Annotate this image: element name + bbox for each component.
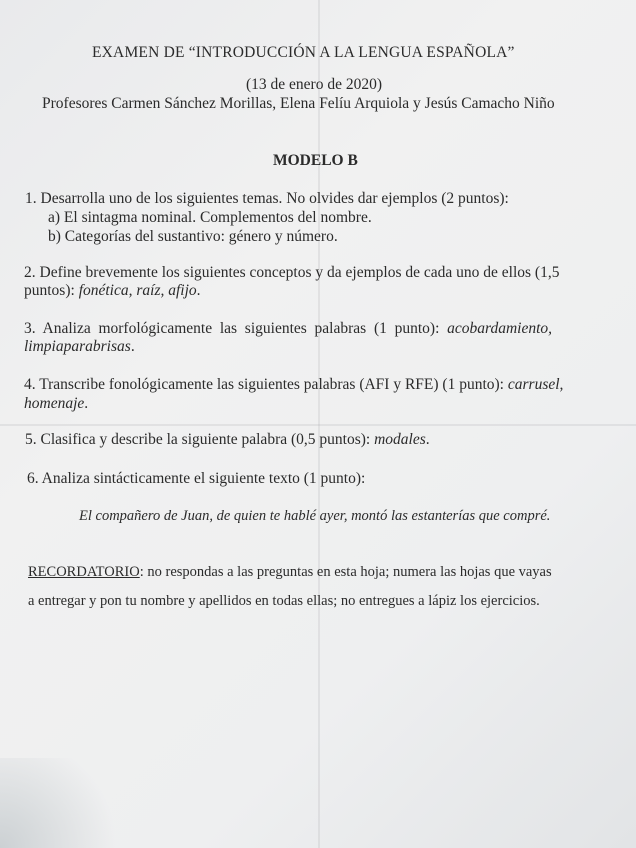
question-4-text: 4. Transcribe fonológicamente las siguientes palabras (AFI y RFE) (1 punto): xyxy=(24,376,508,393)
question-5-text: 5. Clasifica y describe la siguiente palabra (0,5 puntos): xyxy=(25,431,375,448)
professors-line: Profesores Carmen Sánchez Morillas, Elena Felíu Arquiola y Jesús Camacho Niño xyxy=(42,95,555,112)
question-2-line-2 xyxy=(24,282,201,300)
question-4-line-1 xyxy=(24,376,563,394)
question-3-word-2: limpiaparabrisas xyxy=(24,338,131,355)
question-4-word-2: homenaje xyxy=(24,395,85,412)
question-4-period: . xyxy=(84,395,89,412)
question-2-points: puntos): xyxy=(24,282,79,299)
reminder-line-2: a entregar y pon tu nombre y apellidos en todas ellas; no entregues a lápiz los ejercicios. xyxy=(28,593,540,609)
question-1-option-a: a) El sintagma nominal. Complementos del nombre. xyxy=(48,209,372,226)
question-2-period: . xyxy=(196,282,201,299)
question-6: 6. Analiza sintácticamente el siguiente texto (1 punto): xyxy=(27,470,366,487)
corner-shadow xyxy=(0,758,140,848)
exam-date: (13 de enero de 2020) xyxy=(246,76,383,93)
question-3-period: . xyxy=(130,338,135,355)
question-5-word: modales xyxy=(374,431,426,448)
question-2-terms: fonética, raíz, afijo xyxy=(78,282,197,299)
question-1: 1. Desarrolla uno de los siguientes temas. No olvides dar ejemplos (2 puntos): xyxy=(25,190,509,207)
question-3-line-1 xyxy=(24,320,552,338)
question-4-word-1: carrusel, xyxy=(507,376,564,393)
question-4-line-2 xyxy=(24,395,88,413)
paper-fold-horizontal xyxy=(0,424,636,426)
question-5 xyxy=(25,431,430,449)
model-label: MODELO B xyxy=(273,152,358,169)
question-1-option-b: b) Categorías del sustantivo: género y número. xyxy=(48,228,338,245)
question-3-line-2 xyxy=(24,338,135,356)
question-2-line-1: 2. Define brevemente los siguientes conceptos y da ejemplos de cada uno de ellos (1,5 xyxy=(24,264,560,281)
question-6-sentence: El compañero de Juan, de quien te hablé ayer, montó las estanterías que compré. xyxy=(79,508,551,524)
question-3-word-1: acobardamiento, xyxy=(447,320,553,337)
question-5-period: . xyxy=(425,431,430,448)
reminder-label: RECORDATORIO xyxy=(28,564,140,580)
reminder-text-1: : no respondas a las preguntas en esta hoja; numera las hojas que vayas xyxy=(139,564,552,580)
reminder-line-1 xyxy=(28,563,552,581)
question-3-text: 3. Analiza morfológicamente las siguientes palabras (1 punto): xyxy=(24,320,448,337)
exam-title: EXAMEN DE “INTRODUCCIÓN A LA LENGUA ESPAÑOLA” xyxy=(92,44,515,61)
